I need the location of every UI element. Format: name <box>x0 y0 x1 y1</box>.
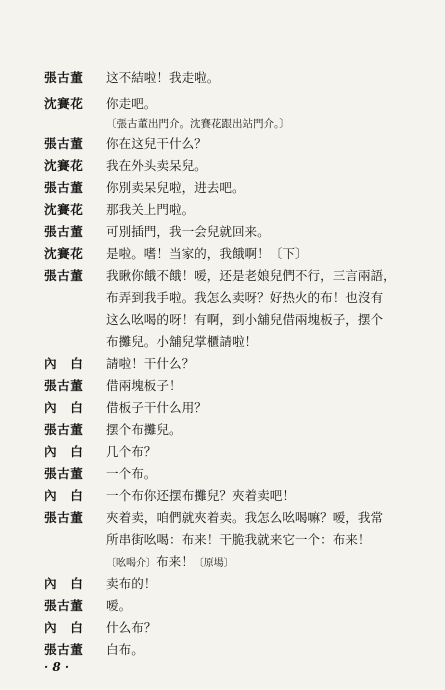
speech-text: 一个布。 <box>106 466 157 481</box>
speech-text: 这不結啦！我走啦。 <box>106 70 220 85</box>
page-number: · 8 · <box>44 660 70 674</box>
speaker-name: 內 白 <box>44 400 84 415</box>
dialogue-line <box>44 620 431 636</box>
speech-continuation: 所串街吆喝：布来！干脆我就来它一个：布来！ <box>106 532 371 547</box>
dialogue-line <box>44 356 431 372</box>
speech-continuation: 布弄到我手啦。我怎么卖呀？好热火的布！也沒有 <box>106 290 384 305</box>
speaker-name: 內 白 <box>44 620 84 635</box>
speech-text: 白布。 <box>106 642 144 657</box>
speech-text: 我瞅你餓不餓！嗳，还是老娘兒們不行，三言兩語， <box>106 268 396 283</box>
dialogue-line <box>44 466 431 482</box>
speech-continuation: 这么吆喝的呀！有啊，到小舖兒借兩塊板子，摆个 <box>106 312 384 327</box>
dialogue-line <box>44 510 431 526</box>
speech-text: 什么布？ <box>106 620 157 635</box>
dialogue-line <box>44 96 431 112</box>
dialogue-line <box>44 378 431 394</box>
speech-text: 可別插門，我一会兒就回来。 <box>106 224 270 239</box>
speech-text: 嗳。 <box>106 598 132 613</box>
speech-text: 請啦！干什么？ <box>106 356 195 371</box>
speech-text: 你在这兒干什么？ <box>106 136 207 151</box>
dialogue-line <box>44 400 431 416</box>
dialogue-line <box>44 642 431 658</box>
speaker-name: 張古董 <box>44 642 84 657</box>
speech-text: 布来！ <box>156 554 194 569</box>
speech-text: 借板子干什么用？ <box>106 400 207 415</box>
speaker-name: 沈賽花 <box>44 246 84 261</box>
speaker-name: 張古董 <box>44 510 84 525</box>
dialogue-line <box>44 488 431 504</box>
speaker-name: 張古董 <box>44 70 84 85</box>
speech-text: 你別卖呆兒啦，进去吧。 <box>106 180 245 195</box>
speaker-name: 內 白 <box>44 488 84 503</box>
speaker-name: 沈賽花 <box>44 96 84 111</box>
speaker-name: 內 白 <box>44 356 84 371</box>
speech-text: 夾着卖，咱們就夾着卖。我怎么吆喝嘛？嗳，我常 <box>106 510 384 525</box>
dialogue-line <box>44 202 431 218</box>
speaker-name: 內 白 <box>44 576 84 591</box>
speech-text: 你走吧。 <box>106 96 157 111</box>
dialogue-line <box>44 598 431 614</box>
speech-text: 那我关上門啦。 <box>106 202 195 217</box>
speech-text: 一个布你还摆布攤兒？夾着卖吧！ <box>106 488 295 503</box>
speaker-name: 張古董 <box>44 466 84 481</box>
stage-direction: 〔吆喝介〕 <box>106 558 156 569</box>
speaker-name: 張古董 <box>44 422 84 437</box>
dialogue-line <box>44 158 431 174</box>
dialogue-line <box>44 224 431 240</box>
dialogue-line <box>44 444 431 460</box>
speaker-name: 沈賽花 <box>44 202 84 217</box>
dialogue-line <box>44 422 431 438</box>
speaker-name: 張古董 <box>44 136 84 151</box>
dialogue-line <box>44 180 431 196</box>
speaker-name: 張古董 <box>44 180 84 195</box>
speaker-name: 內 白 <box>44 444 84 459</box>
dialogue-line <box>44 268 431 284</box>
speaker-name: 沈賽花 <box>44 158 84 173</box>
speaker-name: 張古董 <box>44 598 84 613</box>
speech-continuation: 布攤兒。小舖兒掌櫃請啦！ <box>106 334 258 349</box>
speech-text: 我在外头卖呆兒。 <box>106 158 207 173</box>
dialogue-line <box>44 136 431 152</box>
speaker-name: 張古董 <box>44 378 84 393</box>
stage-direction: 〔原場〕 <box>193 558 234 569</box>
stage-direction-line <box>106 554 234 572</box>
stage-direction: 〔張古董出門介。沈賽花跟出站門介。〕 <box>106 118 290 130</box>
dialogue-line <box>44 576 431 592</box>
dialogue-line <box>44 70 431 86</box>
speech-text: 借兩塊板子！ <box>106 378 182 393</box>
speech-text: 几个布？ <box>106 444 157 459</box>
dialogue-line <box>44 246 431 262</box>
speaker-name: 張古董 <box>44 268 84 283</box>
speech-text: 是啦。嗜！当家的，我餓啊！〔下〕 <box>106 246 308 261</box>
speech-text: 摆个布攤兒。 <box>106 422 182 437</box>
speaker-name: 張古董 <box>44 224 84 239</box>
speech-text: 卖布的！ <box>106 576 157 591</box>
